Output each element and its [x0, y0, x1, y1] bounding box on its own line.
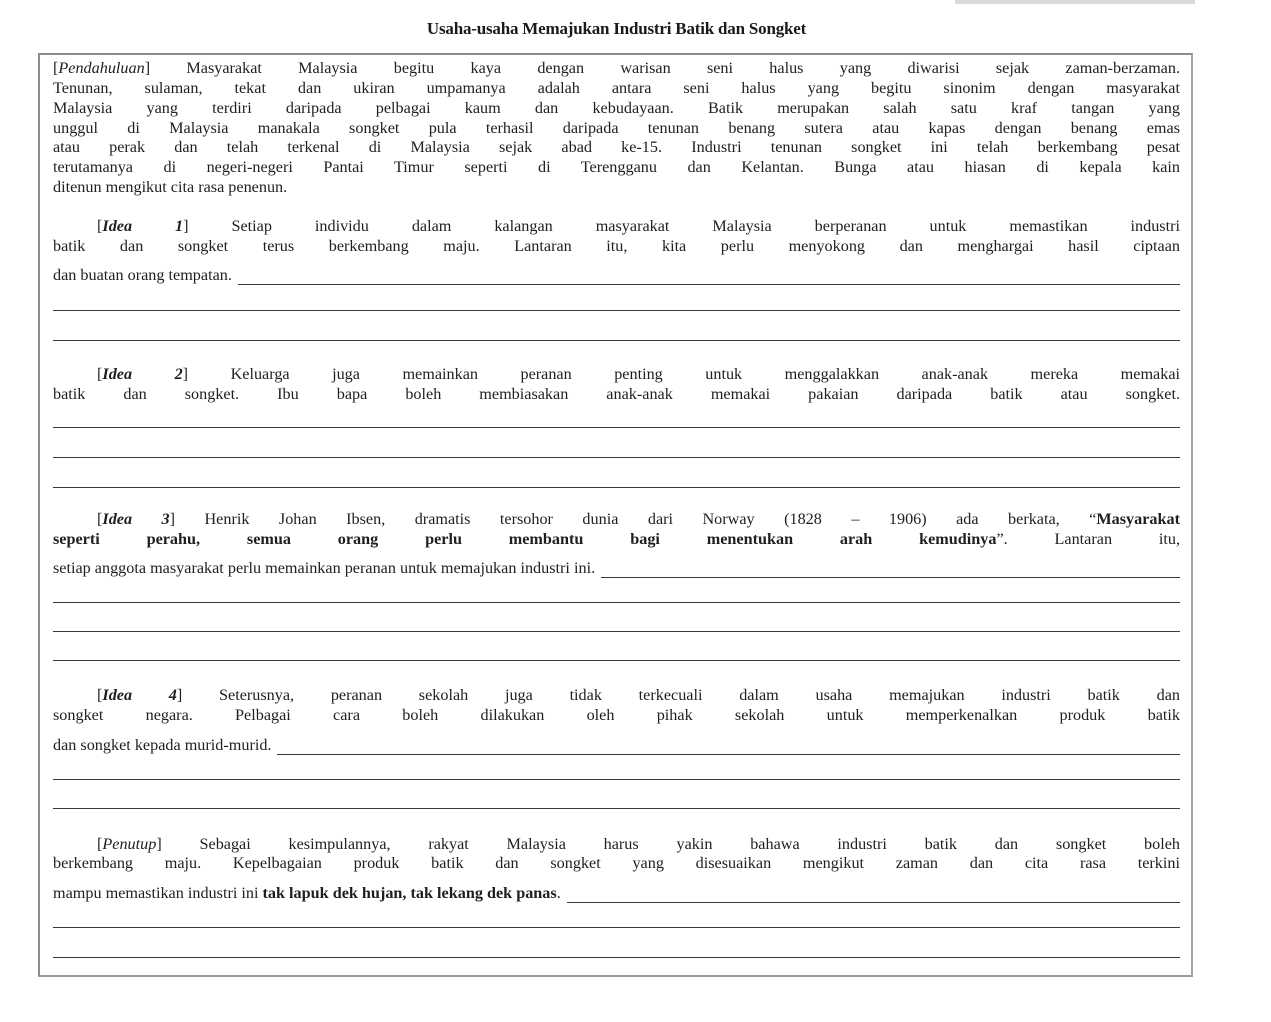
intro-line-5: atau perak dan telah terkenal di Malaysia sejak abad ke-15. Industri tenunan songket ini telah berkembang pesat [53, 138, 1180, 156]
intro-line-2: Tenunan, sulaman, tekat dan ukiran umpamanya adalah antara seni halus yang begitu sinonim dengan masyarakat [53, 79, 1180, 97]
idea1-line-2: batik dan songket terus berkembang maju. Lantaran itu, kita perlu menyokong dan menghargai hasil ciptaan [53, 237, 1180, 255]
idea2-answer-blank-1[interactable] [53, 427, 1180, 428]
idea3-answer-blank-3[interactable] [53, 631, 1180, 632]
idea3-quote-start: Masyarakat [1096, 510, 1180, 528]
idea4-answer-blank-1[interactable] [277, 740, 1180, 755]
top-scroll-bar [955, 0, 1195, 4]
page-title: Usaha-usaha Memajukan Industri Batik dan Songket [426, 19, 807, 38]
closing-line-1: [Penutup] Sebagai kesimpulannya, rakyat Malaysia harus yakin bahawa industri batik dan songket boleh [97, 835, 1180, 853]
idea3-answer-blank-4[interactable] [53, 660, 1180, 661]
idea2-answer-blank-3[interactable] [53, 487, 1180, 488]
idea2-answer-blank-2[interactable] [53, 457, 1180, 458]
idea1-tag: Idea 1 [102, 217, 184, 235]
intro-line-1: [Pendahuluan] Masyarakat Malaysia begitu kaya dengan warisan seni halus yang diwarisi sejak zaman-berzaman. [53, 59, 1180, 77]
idea4-answer-blank-2[interactable] [53, 779, 1180, 780]
closing-line-3: mampu memastikan industri ini tak lapuk dek hujan, tak lekang dek panas. [53, 883, 1180, 903]
intro-line-6: terutamanya di negeri-negeri Pantai Timur seperti di Terengganu dan Kelantan. Bunga atau hiasan di kepala kain [53, 158, 1180, 176]
idea1-line-1: [Idea 1] Setiap individu dalam kalangan masyarakat Malaysia berperanan untuk memastikan industri [97, 217, 1180, 235]
idea2-tag: Idea 2 [102, 365, 183, 383]
idea3-quote: seperti perahu, semua orang perlu membantu bagi menentukan arah kemudinya [53, 530, 997, 548]
closing-answer-blank-3[interactable] [53, 957, 1180, 958]
intro-tag: Pendahuluan [58, 59, 145, 77]
intro-line-4: unggul di Malaysia manakala songket pula terhasil daripada tenunan benang sutera atau kapas dengan benang emas [53, 119, 1180, 137]
idea1-line-3: dan buatan orang tempatan. [53, 265, 1180, 285]
idea4-line-2: songket negara. Pelbagai cara boleh dilakukan oleh pihak sekolah untuk memperkenalkan produk batik [53, 706, 1180, 724]
closing-tag: Penutup [102, 835, 157, 853]
idea3-tag: Idea 3 [102, 510, 170, 528]
idea4-answer-blank-3[interactable] [53, 808, 1180, 809]
idea4-line-3: dan songket kepada murid-murid. [53, 735, 1180, 755]
idea4-line-1: [Idea 4] Seterusnya, peranan sekolah juga tidak terkecuali dalam usaha memajukan industri batik dan [97, 686, 1180, 704]
intro-line-3: Malaysia yang terdiri daripada pelbagai kaum dan kebudayaan. Batik merupakan salah satu kraf tangan yang [53, 99, 1180, 117]
idea3-answer-blank-2[interactable] [53, 602, 1180, 603]
closing-answer-blank-1[interactable] [567, 888, 1180, 903]
idea3-answer-blank-1[interactable] [601, 563, 1180, 578]
idea1-answer-blank-1[interactable] [238, 270, 1180, 285]
closing-answer-blank-2[interactable] [53, 927, 1180, 928]
idea1-answer-blank-3[interactable] [53, 340, 1180, 341]
idea2-line-1: [Idea 2] Keluarga juga memainkan peranan penting untuk menggalakkan anak-anak mereka memakai [97, 365, 1181, 383]
intro-line-7: ditenun mengikut cita rasa penenun. [53, 178, 288, 196]
idea1-answer-blank-2[interactable] [53, 310, 1180, 311]
closing-line-2: berkembang maju. Kepelbagaian produk batik dan songket yang disesuaikan mengikut zaman dan cita rasa terkini [53, 854, 1180, 872]
idea3-line-2: seperti perahu, semua orang perlu membantu bagi menentukan arah kemudinya”. Lantaran itu, [53, 530, 1180, 548]
idea3-line-1: [Idea 3] Henrik Johan Ibsen, dramatis tersohor dunia dari Norway (1828 – 1906) ada berkata, “Masyarakat [97, 510, 1180, 528]
idea3-line-3: setiap anggota masyarakat perlu memainkan peranan untuk memajukan industri ini. [53, 558, 1180, 578]
idea2-line-2: batik dan songket. Ibu bapa boleh membiasakan anak-anak memakai pakaian daripada batik atau songket. [53, 385, 1180, 403]
closing-proverb: tak lapuk dek hujan, tak lekang dek panas [262, 884, 557, 902]
idea4-tag: Idea 4 [102, 686, 177, 704]
